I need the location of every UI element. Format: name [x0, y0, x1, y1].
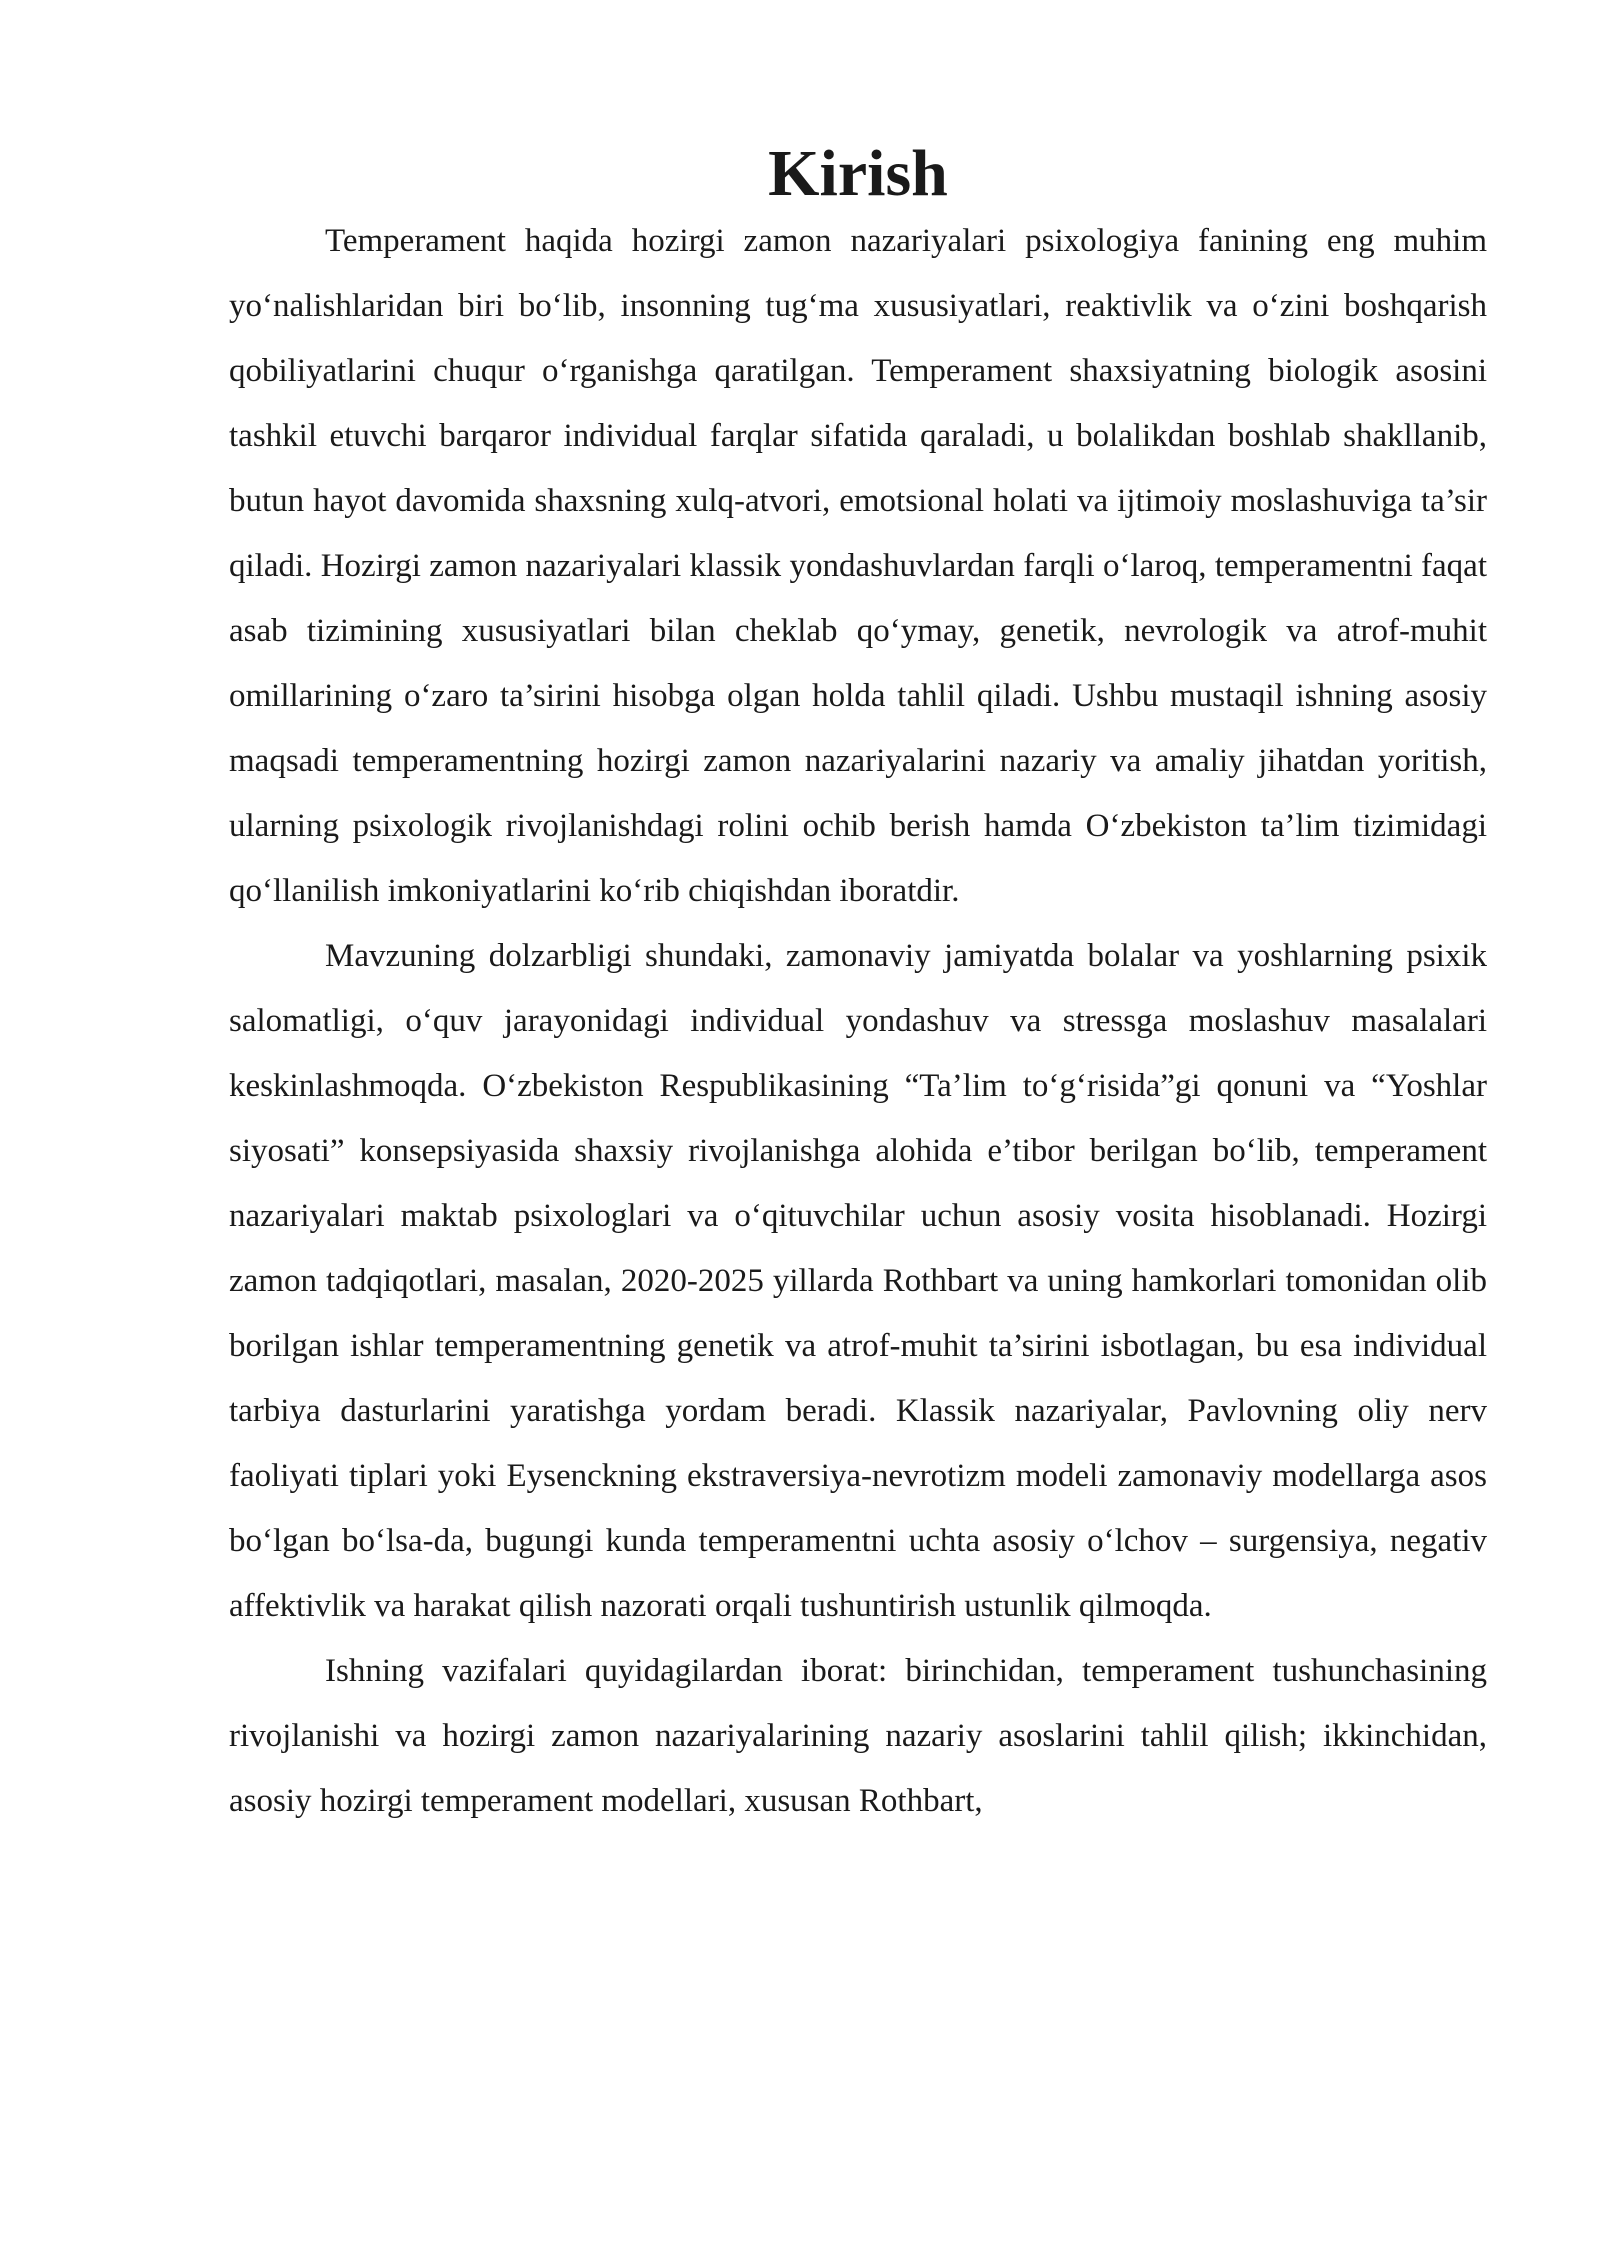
paragraph-relevance: Mavzuning dolzarbligi shundaki, zamonaviy jamiyatda bolalar va yoshlarning psixik salomatligi, o‘quv jarayonidagi individual yondashuv va stressga moslashuv masalalari keskinlashmoqda. O‘zbekiston Respublikasining “Ta’lim to‘g‘risida”gi qonuni va “Yoshlar siyosati” konsepsiyasida shaxsiy rivojlanishga alohida e’tibor berilgan bo‘lib, temperament nazariyalari maktab psixologlari va o‘qituvchilar uchun asosiy vosita hisoblanadi. Hozirgi zamon tadqiqotlari, masalan, 2020-2025 yillarda Rothbart va uning hamkorlari tomonidan olib borilgan ishlar temperamentning genetik va atrof-muhit ta’sirini isbotlagan, bu esa individual tarbiya dasturlarini yaratishga yordam beradi. Klassik nazariyalar, Pavlovning oliy nerv faoliyati tiplari yoki Eysenckning ekstraversiya-nevrotizm modeli zamonaviy modellarga asos bo‘lgan bo‘lsa-da, bugungi kunda temperamentni uchta asosiy o‘lchov – surgensiya, negativ affektivlik va harakat qilish nazorati orqali tushuntirish ustunlik qilmoqda.: [229, 938, 1487, 1624]
document-body: [229, 137, 1487, 1834]
paragraph-introduction: Temperament haqida hozirgi zamon nazariyalari psixologiya fanining eng muhim yo‘nalishlaridan biri bo‘lib, insonning tug‘ma xususiyatlari, reaktivlik va o‘zini boshqarish qobiliyatlarini chuqur o‘rganishga qaratilgan. Temperament shaxsiyatning biologik asosini tashkil etuvchi barqaror individual farqlar sifatida qaraladi, u bolalikdan boshlab shakllanib, butun hayot davomida shaxsning xulq-atvori, emotsional holati va ijtimoiy moslashuviga ta’sir qiladi. Hozirgi zamon nazariyalari klassik yondashuvlardan farqli o‘laroq, temperamentni faqat asab tizimining xususiyatlari bilan cheklab qo‘ymay, genetik, nevrologik va atrof-muhit omillarining o‘zaro ta’sirini hisobga olgan holda tahlil qiladi. Ushbu mustaqil ishning asosiy maqsadi temperamentning hozirgi zamon nazariyalarini nazariy va amaliy jihatdan yoritish, ularning psixologik rivojlanishdagi rolini ochib berish hamda O‘zbekiston ta’lim tizimidagi qo‘llanilish imkoniyatlarini ko‘rib chiqishdan iboratdir.: [229, 223, 1487, 909]
page-title: Kirish: [768, 137, 948, 210]
paragraph-tasks: Ishning vazifalari quyidagilardan iborat: birinchidan, temperament tushunchasining rivojlanishi va hozirgi zamon nazariyalarining nazariy asoslarini tahlil qilish; ikkinchidan, asosiy hozirgi temperament modellari, xususan Rothbart,: [229, 1653, 1487, 1819]
